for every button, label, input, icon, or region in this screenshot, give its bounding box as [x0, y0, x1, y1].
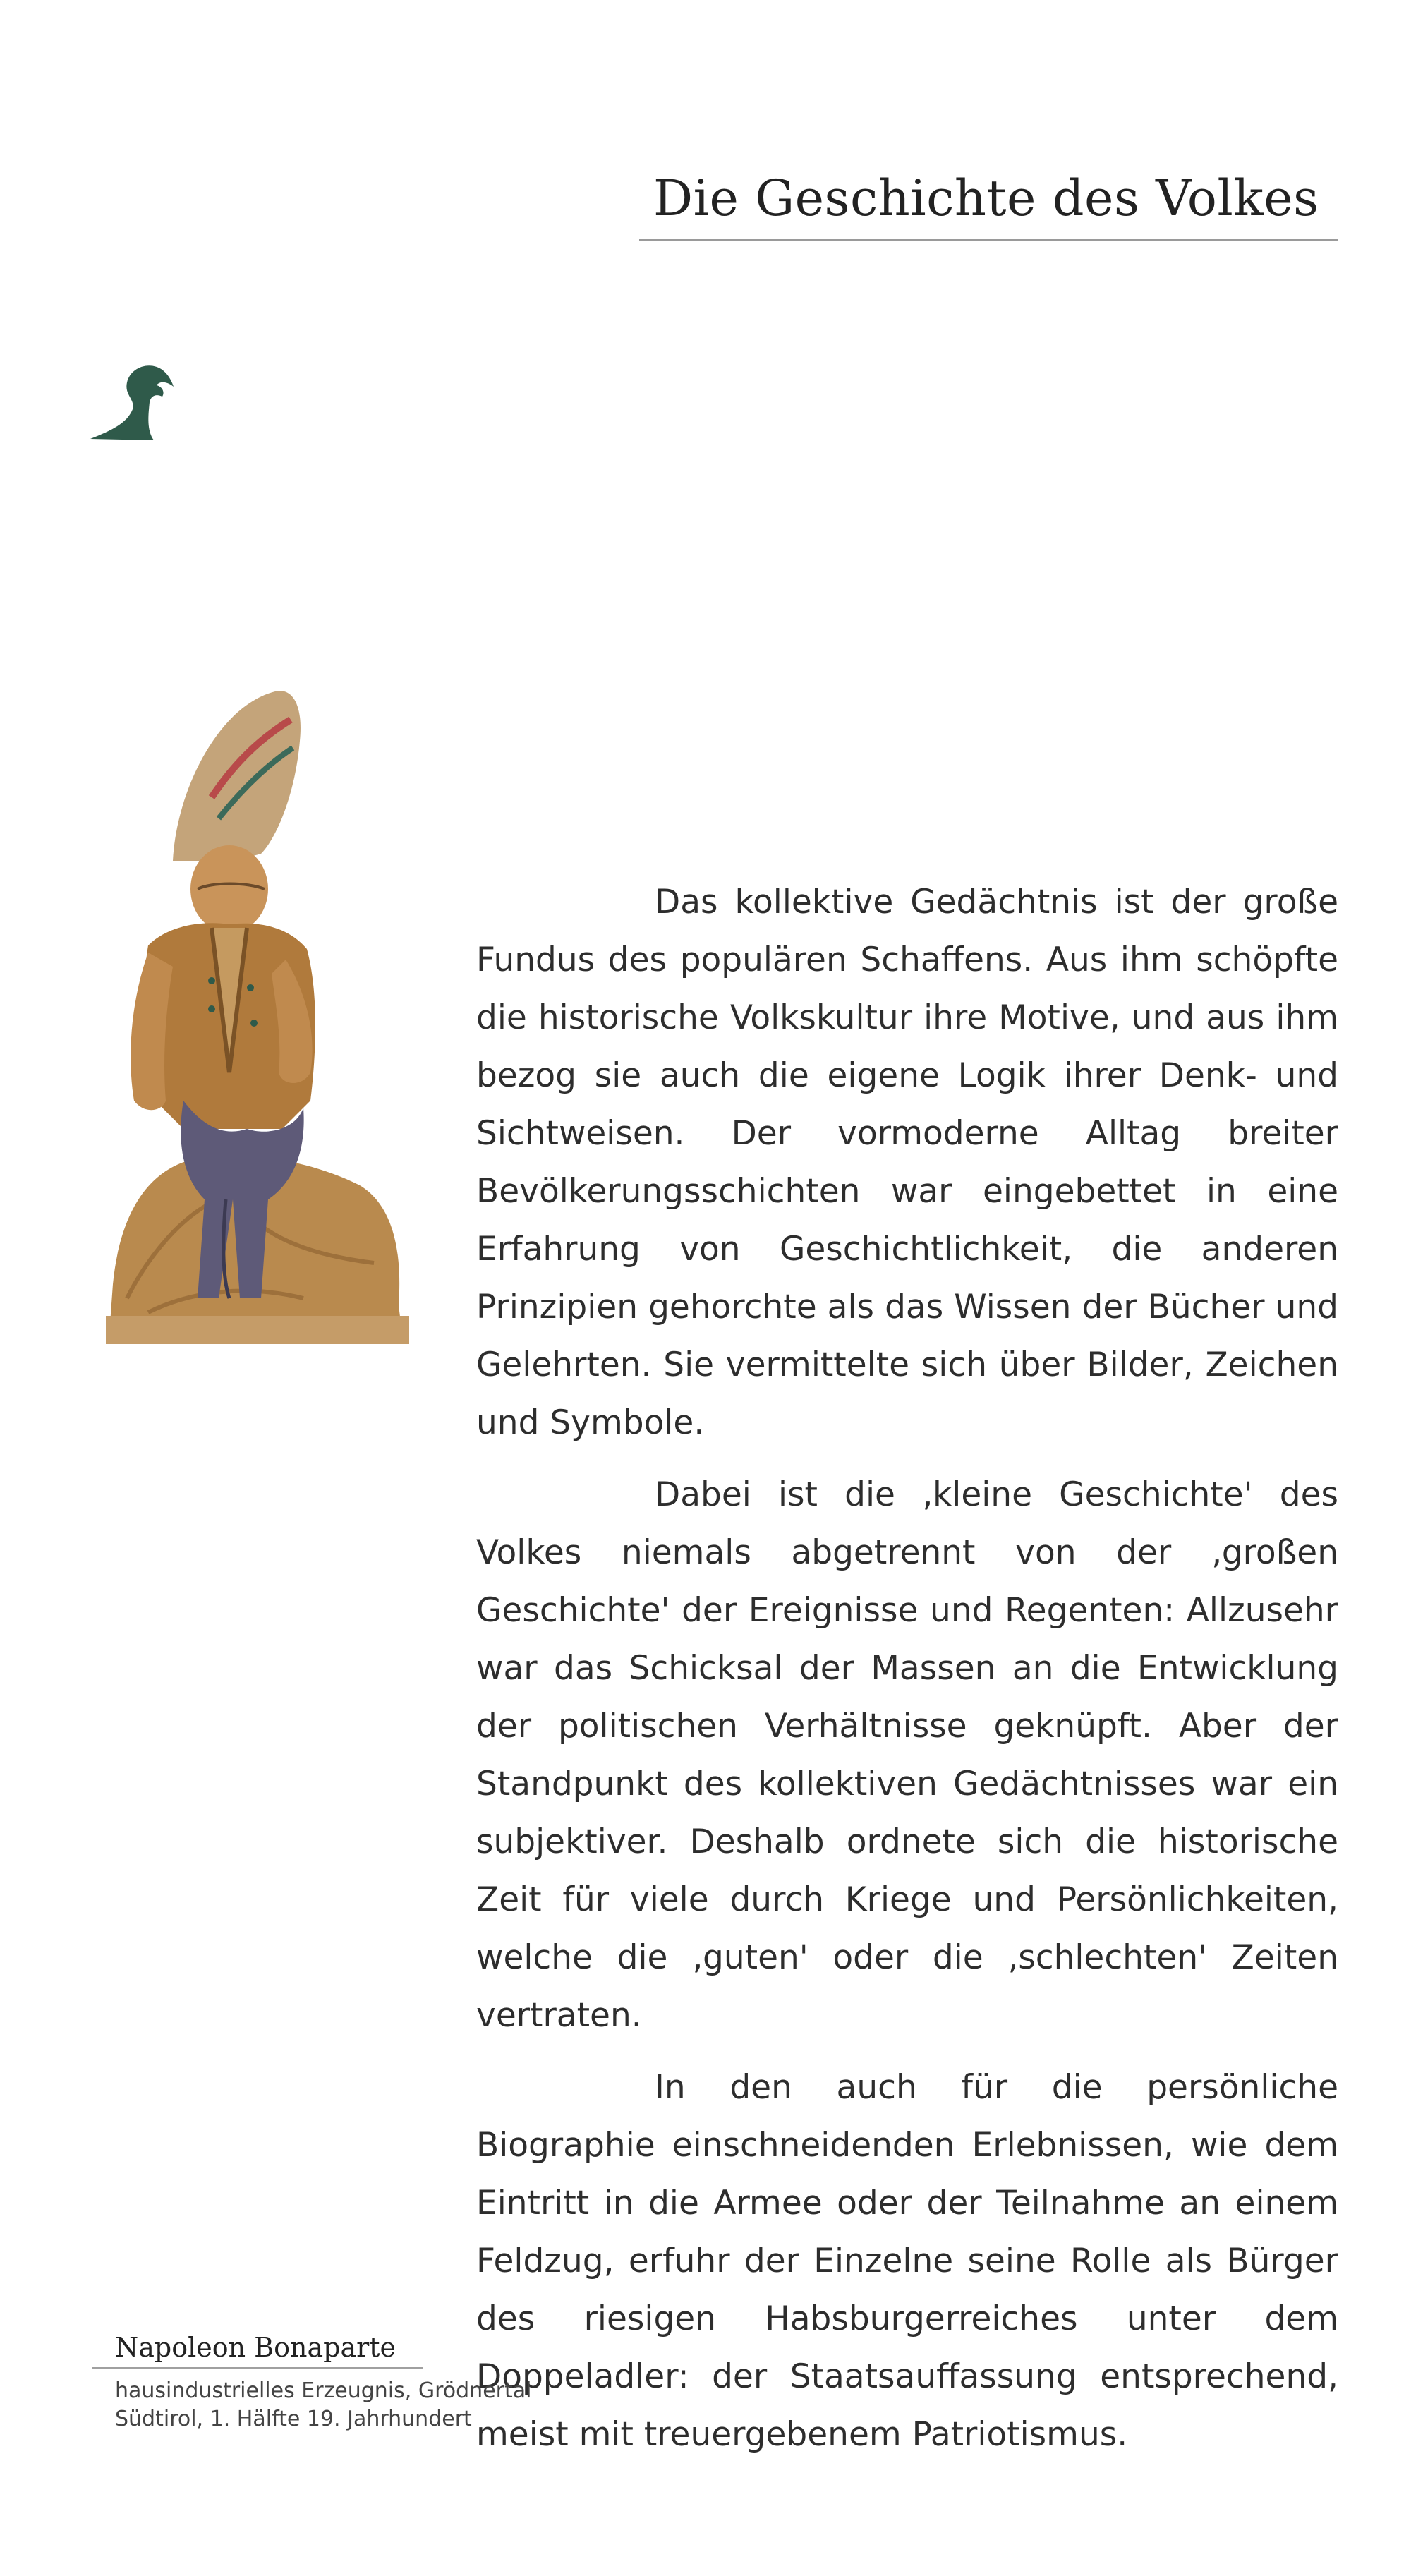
caption-title: Napoleon Bonaparte [115, 2332, 396, 2363]
paragraph-3: In den auch für die persönliche Biographie einschneidenden Erlebnissen, wie dem Eintritt in die Armee oder der Teilnahme an einem Feldzug, erfuhr der Einzelne seine Rolle als Bürger des riesigen Habsburgerreiches unter dem Doppeladler: der Staatsauffassung entsprechend, meist mit treuergebenem Patriotismus. [476, 2068, 1338, 2454]
caption-rule [92, 2367, 423, 2369]
bird-head-logo-icon [83, 353, 182, 445]
title-underline [639, 239, 1338, 241]
caption-line-1: hausindustrielles Erzeugnis, Grödnertal [115, 2378, 532, 2403]
paragraph-1: Das kollektive Gedächtnis ist der große Fundus des populären Schaffens. Aus ihm schöpfte die historische Volkskultur ihre Motive, und aus ihm bezog sie auch die eigene Logik ihrer Denk- und Sichtweisen. Der vormoderne Alltag breiter Bevölkerungsschichten war eingebettet in eine Erfahrung von Geschichtlichkeit, die anderen Prinzipien gehorchte als das Wissen der Bücher und Gelehrten. Sie vermittelte sich über Bilder, Zeichen und Symbole. [476, 883, 1338, 1442]
figure-caption [92, 2332, 571, 2433]
caption-line-2: Südtirol, 1. Hälfte 19. Jahrhundert [115, 2407, 472, 2431]
napoleon-wood-carving-figure [106, 677, 409, 1376]
body-text [476, 873, 1338, 2478]
paragraph-2: Dabei ist die ‚kleine Geschichte' des Volkes niemals abgetrennt von der ‚großen Geschichte' der Ereignisse und Regenten: Allzusehr war das Schicksal der Massen an die Entwicklung der politischen Verhältnisse geknüpft. Aber der Standpunkt des kollektiven Gedächtnisses war ein subjektiver. Deshalb ordnete sich die historische Zeit für viele durch Kriege und Persönlichkeiten, welche die ‚guten' oder die ‚schlechten' Zeiten vertraten. [476, 1475, 1338, 2035]
page-title: Die Geschichte des Volkes [653, 169, 1319, 227]
